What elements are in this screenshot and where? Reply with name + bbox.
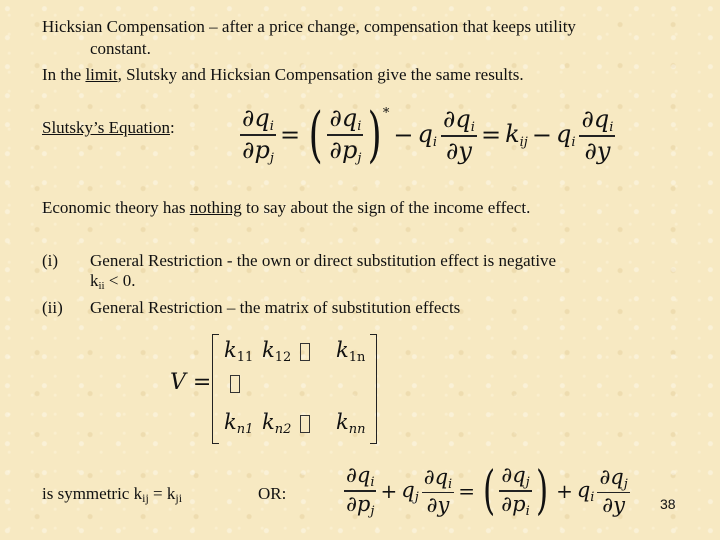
placeholder-glyph-row3 — [300, 414, 310, 438]
equals-3: = — [458, 479, 475, 503]
dqj-dy: $\frac{\partial q_j}{\partial y}$ — [599, 464, 628, 518]
minus-sign-2: − — [531, 121, 552, 149]
plus-1: + — [380, 479, 398, 503]
equals-sign: = — [279, 121, 301, 149]
limit-statement-post: , Slutsky and Hicksian Compensation give the same results. — [117, 65, 524, 84]
symmetric-statement: is symmetric kij = kji — [42, 484, 183, 505]
k12: $k_{12}$ — [262, 338, 292, 365]
dqi-dpj-fraction: $\frac{\partial q_i}{\partial p_j}$ — [242, 104, 274, 166]
right-paren: ) — [368, 100, 383, 170]
kn2: $k_{n2}$ — [262, 410, 292, 437]
dqi-dy-fraction-2: $\frac{\partial q_i}{\partial y}$ — [581, 105, 614, 165]
minus-sign: − — [393, 121, 414, 149]
hicksian-definition-line1: Hicksian Compensation – after a price change, compensation that keeps utility — [42, 17, 576, 36]
placeholder-glyph-row1 — [300, 342, 310, 366]
income-effect-statement — [42, 197, 530, 218]
compensated-star: * — [382, 105, 390, 121]
k1n: $k_{1n}$ — [336, 338, 366, 365]
limit-link[interactable]: limit — [85, 65, 118, 84]
plus-2: + — [556, 479, 573, 503]
dqi-dy: $\frac{\partial q_i}{\partial y}$ — [423, 464, 453, 518]
placeholder-glyph-row2 — [230, 374, 240, 398]
q-i: $q_i$ — [417, 120, 438, 150]
right-paren-2: ) — [535, 461, 549, 521]
page-number: 38 — [660, 496, 676, 512]
nothing-link[interactable]: nothing — [189, 198, 242, 217]
item1-marker: (i) — [42, 251, 59, 270]
dqj-dpi: $\frac{\partial q_j}{\partial p_i}$ — [501, 463, 530, 519]
slutsky-equation-label — [42, 117, 175, 138]
item2-text: General Restriction – the matrix of substitution effects — [90, 298, 461, 317]
hicksian-definition-line2: constant. — [90, 39, 151, 58]
knn: $k_{nn}$ — [336, 410, 366, 437]
symmetry-equation — [344, 458, 630, 524]
equals-sign-2: = — [480, 121, 502, 149]
left-paren-2: ( — [483, 461, 496, 521]
econ-post: to say about the sign of the income effect. — [241, 198, 531, 217]
q-i-2: $q_i$ — [555, 120, 576, 150]
matrix-left-bracket — [212, 334, 219, 444]
q-i-3: $q_i$ — [576, 477, 595, 505]
q-j: $q_j$ — [401, 477, 419, 505]
slutsky-colon: : — [169, 118, 175, 137]
limit-statement-pre: In the — [42, 65, 86, 84]
hicksian-fraction: $\frac{\partial q_i}{\partial p_j}$ — [329, 104, 362, 166]
slutsky-link[interactable]: Slutsky’s Equation — [42, 118, 170, 137]
k11: $k_{11}$ — [224, 338, 254, 365]
substitution-matrix — [170, 330, 390, 445]
item1-text: General Restriction - the own or direct substitution effect is negative — [90, 251, 557, 270]
limit-statement — [42, 64, 524, 85]
matrix-right-bracket — [370, 334, 377, 444]
econ-pre: Economic theory has — [42, 198, 190, 217]
matrix-lhs: V = — [170, 370, 212, 395]
item2-marker: (ii) — [42, 298, 63, 317]
or-label: OR: — [258, 484, 287, 503]
k-ij: $k_{ij}$ — [505, 120, 528, 150]
left-paren: ( — [308, 100, 323, 170]
dqi-dy-fraction: $\frac{\partial q_i}{\partial y}$ — [443, 105, 475, 165]
item1-inequality: kii < 0. — [90, 271, 136, 292]
dqi-dpj: $\frac{\partial q_i}{\partial p_j}$ — [346, 463, 375, 519]
kn1: $k_{n1}$ — [224, 410, 254, 437]
slutsky-equation — [240, 100, 615, 170]
